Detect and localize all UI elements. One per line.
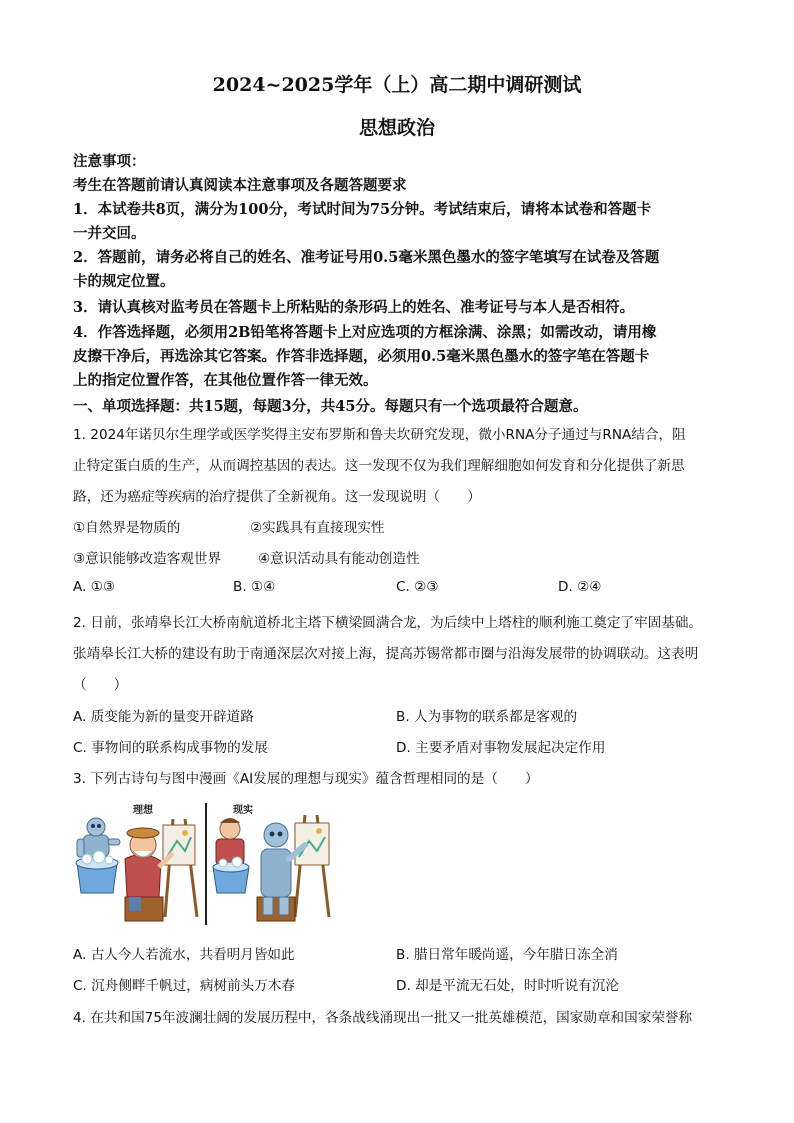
q3-option-c: C. 沉舟侧畔千帆过，病树前头万木春 (73, 978, 296, 994)
notice-item-4c: 上的指定位置作答，在其他位置作答一律无效。 (73, 372, 378, 389)
q2-option-b: B. 人为事物的联系都是客观的 (396, 709, 578, 725)
subject-title: 思想政治 (358, 117, 435, 139)
notice-item-2a: 2．答题前，请务必将自己的姓名、准考证号用0.5毫米黑色墨水的签字笔填写在试卷及答题 (73, 249, 660, 266)
q3-option-a: A. 古人今人若流水，共看明月皆如此 (73, 947, 295, 963)
q1-statement-4: ④意识活动具有能动创造性 (258, 551, 420, 567)
q1-option-d: D. ②④ (558, 579, 602, 595)
comic-label-ideal: 理想 (133, 805, 153, 816)
exam-title: 2024~2025学年（上）高二期中调研测试 (212, 74, 582, 96)
section-heading: 一、单项选择题：共15题，每题3分，共45分。每题只有一个选项最符合题意。 (73, 398, 588, 415)
q2-option-c: C. 事物间的联系构成事物的发展 (73, 740, 268, 756)
q1-option-c: C. ②③ (396, 579, 439, 595)
left-easel-icon (163, 819, 197, 917)
q1-line-3: 路，还为癌症等疾病的治疗提供了全新视角。这一发现说明（ ） (73, 489, 481, 505)
left-laundry-basket-icon (76, 851, 118, 893)
right-painter-icon (213, 818, 249, 893)
notice-intro: 考生在答题前请认真阅读本注意事项及各题答题要求 (73, 177, 407, 194)
right-easel-icon (295, 815, 329, 917)
notice-item-4a: 4．作答选择题，必须用2B铅笔将答题卡上对应选项的方框涂满、涂黑；如需改动，请用橡 (73, 324, 657, 341)
q1-statement-3: ③意识能够改造客观世界 (73, 551, 222, 567)
notice-item-4b: 皮擦干净后，再选涂其它答案。作答非选择题，必须用0.5毫米黑色墨水的签字笔在答题卡 (73, 348, 650, 365)
q2-option-a: A. 质变能为新的量变开辟道路 (73, 709, 254, 725)
notice-item-1b: 一并交回。 (73, 225, 146, 242)
comic-label-reality: 现实 (233, 805, 253, 816)
q1-statement-2: ②实践具有直接现实性 (250, 520, 385, 536)
q1-statement-1: ①自然界是物质的 (73, 520, 181, 536)
notice-item-1a: 1．本试卷共8页，满分为100分，考试时间为75分钟。考试结束后，请将本试卷和答题卡 (73, 201, 652, 218)
q3-line-1: 3. 下列古诗句与图中漫画《AI发展的理想与现实》蕴含哲理相同的是（ ） (73, 771, 539, 787)
notice-heading: 注意事项： (73, 153, 146, 170)
notice-item-2b: 卡的规定位置。 (73, 273, 175, 290)
q3-option-d: D. 却是平流无石处，时时听说有沉沦 (396, 978, 620, 994)
comic-svg (73, 797, 335, 927)
notice-item-3: 3．请认真核对监考员在答题卡上所粘贴的条形码上的姓名、准考证号与本人是否相符。 (73, 299, 635, 316)
q3-option-b: B. 腊日常年暖尚遥，今年腊日冻全消 (396, 947, 618, 963)
q1-line-1: 1. 2024年诺贝尔生理学或医学奖得主安布罗斯和鲁夫坎研究发现，微小RNA分子通过与RNA结合，阻 (73, 427, 686, 443)
q1-line-2: 止特定蛋白质的生产，从而调控基因的表达。这一发现不仅为我们理解细胞如何发育和分化提供了新思 (73, 458, 685, 474)
q2-option-d: D. 主要矛盾对事物发展起决定作用 (396, 740, 606, 756)
q2-line-2: 张靖皋长江大桥的建设有助于南通深层次对接上海，提高苏锡常都市圈与沿海发展带的协调联动。这表明 (73, 646, 699, 662)
q1-option-b: B. ①④ (233, 579, 276, 595)
q1-option-a: A. ①③ (73, 579, 116, 595)
q4-line-1: 4. 在共和国75年波澜壮阔的发展历程中，各条战线涌现出一批又一批英雄模范，国家勋章和国家荣誉称 (73, 1010, 693, 1026)
ai-comic-illustration (73, 797, 335, 927)
q2-line-3: （ ） (73, 677, 128, 693)
q2-line-1: 2. 日前，张靖皋长江大桥南航道桥北主塔下横梁圆满合龙，为后续中上塔柱的顺利施工奠定了牢固基础。 (73, 615, 703, 631)
